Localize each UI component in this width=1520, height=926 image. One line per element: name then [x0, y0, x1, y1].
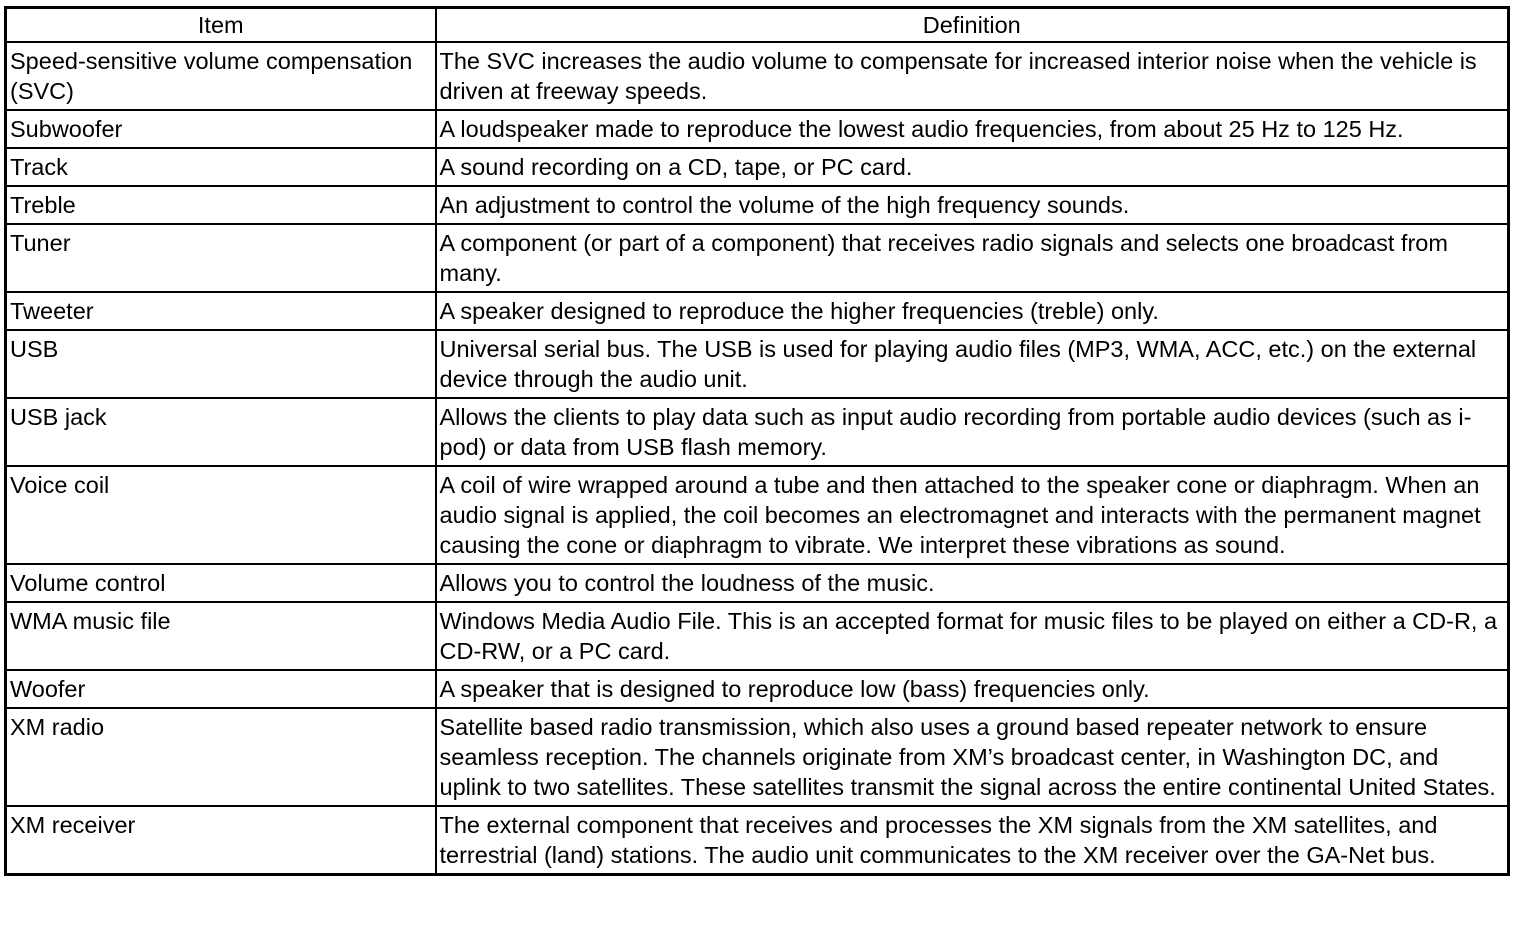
- item-cell: Subwoofer: [6, 110, 436, 148]
- table-row: [6, 42, 1509, 110]
- definition-cell: The SVC increases the audio volume to compensate for increased interior noise when the vehicle is driven at freeway speeds.: [436, 42, 1509, 110]
- item-cell: XM receiver: [6, 806, 436, 875]
- definition-cell: A loudspeaker made to reproduce the lowest audio frequencies, from about 25 Hz to 125 Hz.: [436, 110, 1509, 148]
- table-row: [6, 330, 1509, 398]
- table-row: [6, 564, 1509, 602]
- definition-cell: A coil of wire wrapped around a tube and then attached to the speaker cone or diaphragm. When an audio signal is applied, the coil becomes an electromagnet and interacts with the permanent magnet causing the cone or diaphragm to vibrate. We interpret these vibrations as sound.: [436, 466, 1509, 564]
- item-cell: Voice coil: [6, 466, 436, 564]
- item-cell: Woofer: [6, 670, 436, 708]
- table-row: [6, 806, 1509, 875]
- item-cell: USB: [6, 330, 436, 398]
- definition-column-header: Definition: [436, 8, 1509, 43]
- item-cell: XM radio: [6, 708, 436, 806]
- glossary-table: [4, 6, 1510, 876]
- item-cell: WMA music file: [6, 602, 436, 670]
- item-cell: Tuner: [6, 224, 436, 292]
- glossary-body: [6, 42, 1509, 875]
- item-cell: Speed-sensitive volume compensation (SVC): [6, 42, 436, 110]
- table-row: [6, 602, 1509, 670]
- definition-cell: Allows you to control the loudness of the music.: [436, 564, 1509, 602]
- definition-cell: Universal serial bus. The USB is used for playing audio files (MP3, WMA, ACC, etc.) on the external device through the audio unit.: [436, 330, 1509, 398]
- definition-cell: A component (or part of a component) that receives radio signals and selects one broadcast from many.: [436, 224, 1509, 292]
- table-row: [6, 110, 1509, 148]
- definition-cell: An adjustment to control the volume of the high frequency sounds.: [436, 186, 1509, 224]
- table-row: [6, 670, 1509, 708]
- table-row: [6, 186, 1509, 224]
- definition-cell: A sound recording on a CD, tape, or PC card.: [436, 148, 1509, 186]
- item-cell: Volume control: [6, 564, 436, 602]
- definition-cell: The external component that receives and processes the XM signals from the XM satellites, and terrestrial (land) stations. The audio unit communicates to the XM receiver over the GA-Net bus.: [436, 806, 1509, 875]
- header-row: [6, 8, 1509, 43]
- table-row: [6, 708, 1509, 806]
- table-row: [6, 148, 1509, 186]
- definition-cell: Satellite based radio transmission, which also uses a ground based repeater network to ensure seamless reception. The channels originate from XM’s broadcast center, in Washington DC, and uplink to two satellites. These satellites transmit the signal across the entire continental United States.: [436, 708, 1509, 806]
- table-row: [6, 466, 1509, 564]
- item-column-header: Item: [6, 8, 436, 43]
- definition-cell: Windows Media Audio File. This is an accepted format for music files to be played on either a CD-R, a CD-RW, or a PC card.: [436, 602, 1509, 670]
- item-cell: Tweeter: [6, 292, 436, 330]
- table-row: [6, 224, 1509, 292]
- definition-cell: Allows the clients to play data such as input audio recording from portable audio devices (such as i-pod) or data from USB flash memory.: [436, 398, 1509, 466]
- item-cell: Track: [6, 148, 436, 186]
- table-row: [6, 292, 1509, 330]
- table-row: [6, 398, 1509, 466]
- definition-cell: A speaker designed to reproduce the higher frequencies (treble) only.: [436, 292, 1509, 330]
- item-cell: USB jack: [6, 398, 436, 466]
- definition-cell: A speaker that is designed to reproduce low (bass) frequencies only.: [436, 670, 1509, 708]
- item-cell: Treble: [6, 186, 436, 224]
